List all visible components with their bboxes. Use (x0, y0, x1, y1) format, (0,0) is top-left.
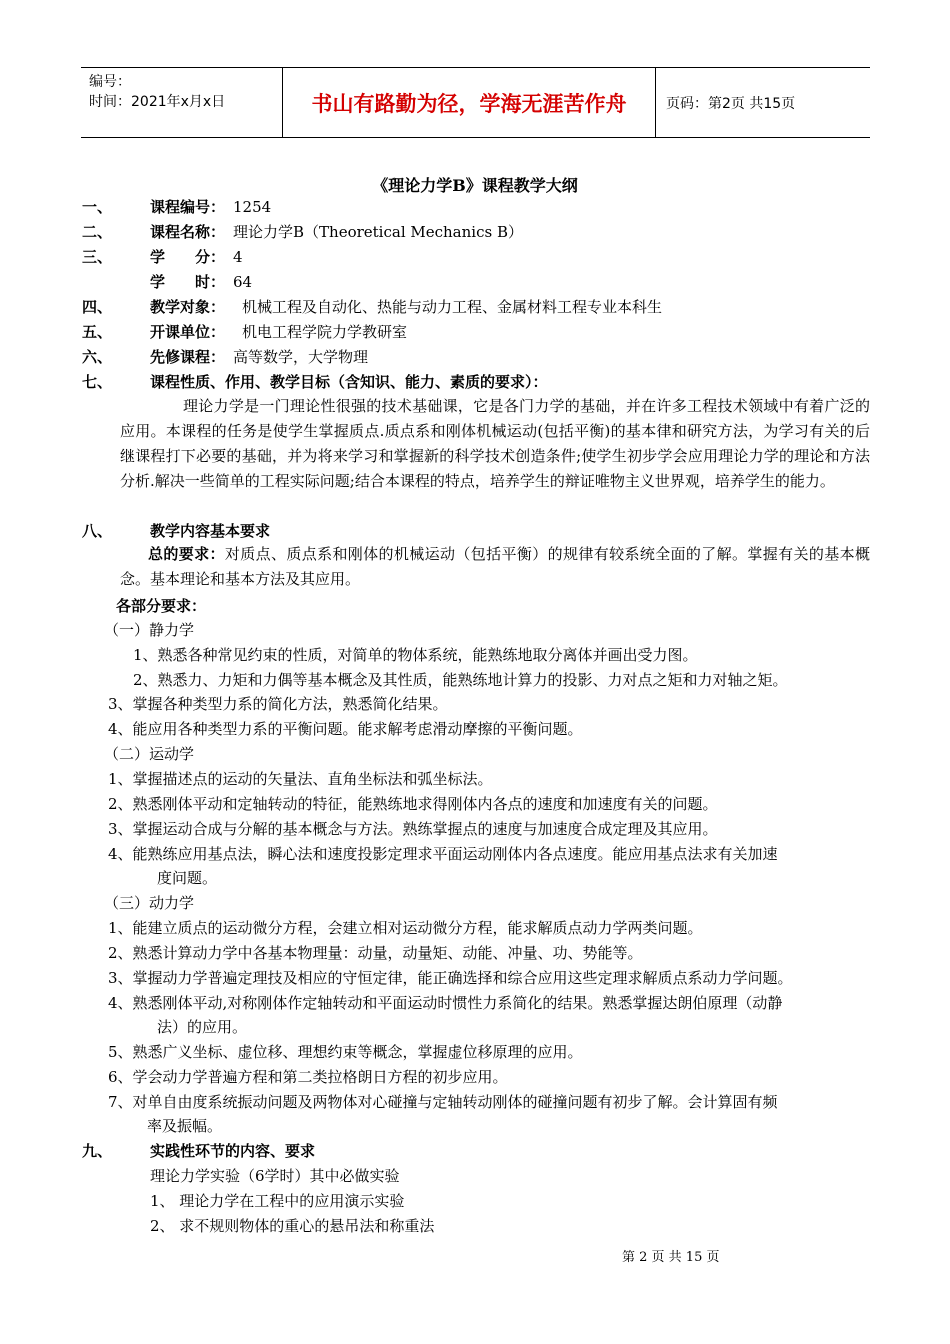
total-requirement-text: 对质点、质点系和刚体的机械运动（包括平衡）的规律有较系统全面的了解。掌握有关的基本概念。基本理论和基本方法及其应用。 (120, 545, 870, 588)
item-number: 一、 (82, 198, 113, 216)
item-value: 1254 (233, 198, 272, 216)
header-left-cell (81, 68, 282, 137)
item-label: 教学内容基本要求 (150, 522, 271, 540)
section-title: （二）运动学 (104, 745, 195, 763)
header-page-info: 页码：第2页 共15页 (666, 95, 796, 112)
document-title: 《理论力学B》课程教学大纲 (372, 176, 578, 195)
item-label: 课程名称： (150, 223, 226, 241)
list-item: 3、掌握动力学普遍定理技及相应的守恒定律，能正确选择和综合应用这些定理求解质点系动力学问题。 (108, 969, 793, 987)
item-label: 教学对象： (150, 298, 226, 316)
item-label: 课程性质、作用、教学目标（含知识、能力、素质的要求）： (150, 373, 548, 391)
item-value: 64 (233, 273, 253, 291)
list-item-continued: 率及振幅。 (147, 1117, 223, 1135)
list-item: 7、对单自由度系统振动问题及两物体对心碰撞与定轴转动刚体的碰撞问题有初步了解。会计算固有频 (108, 1093, 778, 1111)
item-number: 六、 (82, 348, 113, 366)
list-item: 1、掌握描述点的运动的矢量法、直角坐标法和弧坐标法。 (108, 770, 493, 788)
item-label: 先修课程： (150, 348, 226, 366)
list-item: 3、掌握各种类型力系的简化方法，熟悉简化结果。 (108, 695, 448, 713)
header-table (81, 67, 870, 138)
item-label: 学 时： (150, 273, 226, 291)
total-requirement (120, 542, 870, 592)
item-number: 九、 (82, 1142, 113, 1160)
section-title: （三）动力学 (104, 894, 195, 912)
item-label: 课程编号： (150, 198, 226, 216)
header-motto: 书山有路勤为径，学海无涯苦作舟 (282, 68, 656, 137)
parts-label: 各部分要求： (116, 597, 207, 615)
list-item: 1、熟悉各种常见约束的性质，对简单的物体系统，能熟练地取分离体并画出受力图。 (133, 646, 698, 664)
practice-line: 理论力学实验（6学时）其中必做实验 (150, 1167, 400, 1185)
item-number: 二、 (82, 223, 113, 241)
number-label: 编号： (89, 74, 131, 90)
list-item: 4、能熟练应用基点法，瞬心法和速度投影定理求平面运动刚体内各点速度。能应用基点法求有关加速 (108, 845, 778, 863)
section-title: （一）静力学 (104, 621, 195, 639)
list-item: 3、掌握运动合成与分解的基本概念与方法。熟练掌握点的速度与加速度合成定理及其应用。 (108, 820, 718, 838)
list-item: 5、熟悉广义坐标、虚位移、理想约束等概念，掌握虚位移原理的应用。 (108, 1043, 583, 1061)
total-requirement-label: 总的要求： (148, 545, 225, 563)
page-footer: 第 2 页 共 15 页 (622, 1250, 720, 1265)
item-value: 理论力学B（Theoretical Mechanics B） (233, 223, 523, 241)
item-value: 4 (233, 248, 243, 266)
item-number: 四、 (82, 298, 113, 316)
list-item: 2、熟悉刚体平动和定轴转动的特征，能熟练地求得刚体内各点的速度和加速度有关的问题。 (108, 795, 718, 813)
item-number: 八、 (82, 522, 113, 540)
practice-line: 2、 求不规则物体的重心的悬吊法和称重法 (150, 1217, 435, 1235)
item-number: 五、 (82, 323, 113, 341)
list-item: 6、学会动力学普遍方程和第二类拉格朗日方程的初步应用。 (108, 1068, 508, 1086)
list-item: 4、熟悉刚体平动,对称刚体作定轴转动和平面运动时惯性力系简化的结果。熟悉掌握达朗伯原理（动静 (108, 994, 783, 1012)
item-value: 机电工程学院力学教研室 (242, 323, 408, 341)
item-value: 机械工程及自动化、热能与动力工程、金属材料工程专业本科生 (242, 298, 663, 316)
list-item: 2、熟悉力、力矩和力偶等基本概念及其性质，能熟练地计算力的投影、力对点之矩和力对轴之矩。 (133, 671, 788, 689)
item-label: 实践性环节的内容、要求 (150, 1142, 316, 1160)
item-label: 开课单位： (150, 323, 226, 341)
list-item-continued: 度问题。 (157, 869, 218, 887)
time-label: 时间：2021年x月x日 (89, 94, 226, 110)
course-description: 理论力学是一门理论性很强的技术基础课，它是各门力学的基础，并在许多工程技术领域中有着广泛的应用。本课程的任务是使学生掌握质点.质点系和刚体机械运动(包括平衡)的基本律和研究方法，为学习有关的后继课程打下必要的基础，并为将来学习和掌握新的科学技术创造条件;使学生初步学会应用理论力学的理论和方法分析.解决一些简单的工程实际问题;结合本课程的特点，培养学生的辩证唯物主义世界观，培养学生的能力。 (120, 397, 870, 490)
item-number: 七、 (82, 373, 113, 391)
item-number: 三、 (82, 248, 113, 266)
list-item: 1、能建立质点的运动微分方程，会建立相对运动微分方程，能求解质点动力学两类问题。 (108, 919, 703, 937)
item-value: 高等数学，大学物理 (233, 348, 369, 366)
item-label: 学 分： (150, 248, 226, 266)
list-item: 2、熟悉计算动力学中各基本物理量：动量，动量矩、动能、冲量、功、势能等。 (108, 944, 643, 962)
list-item-continued: 法）的应用。 (157, 1018, 248, 1036)
list-item: 4、能应用各种类型力系的平衡问题。能求解考虑滑动摩擦的平衡问题。 (108, 720, 583, 738)
practice-line: 1、 理论力学在工程中的应用演示实验 (150, 1192, 405, 1210)
